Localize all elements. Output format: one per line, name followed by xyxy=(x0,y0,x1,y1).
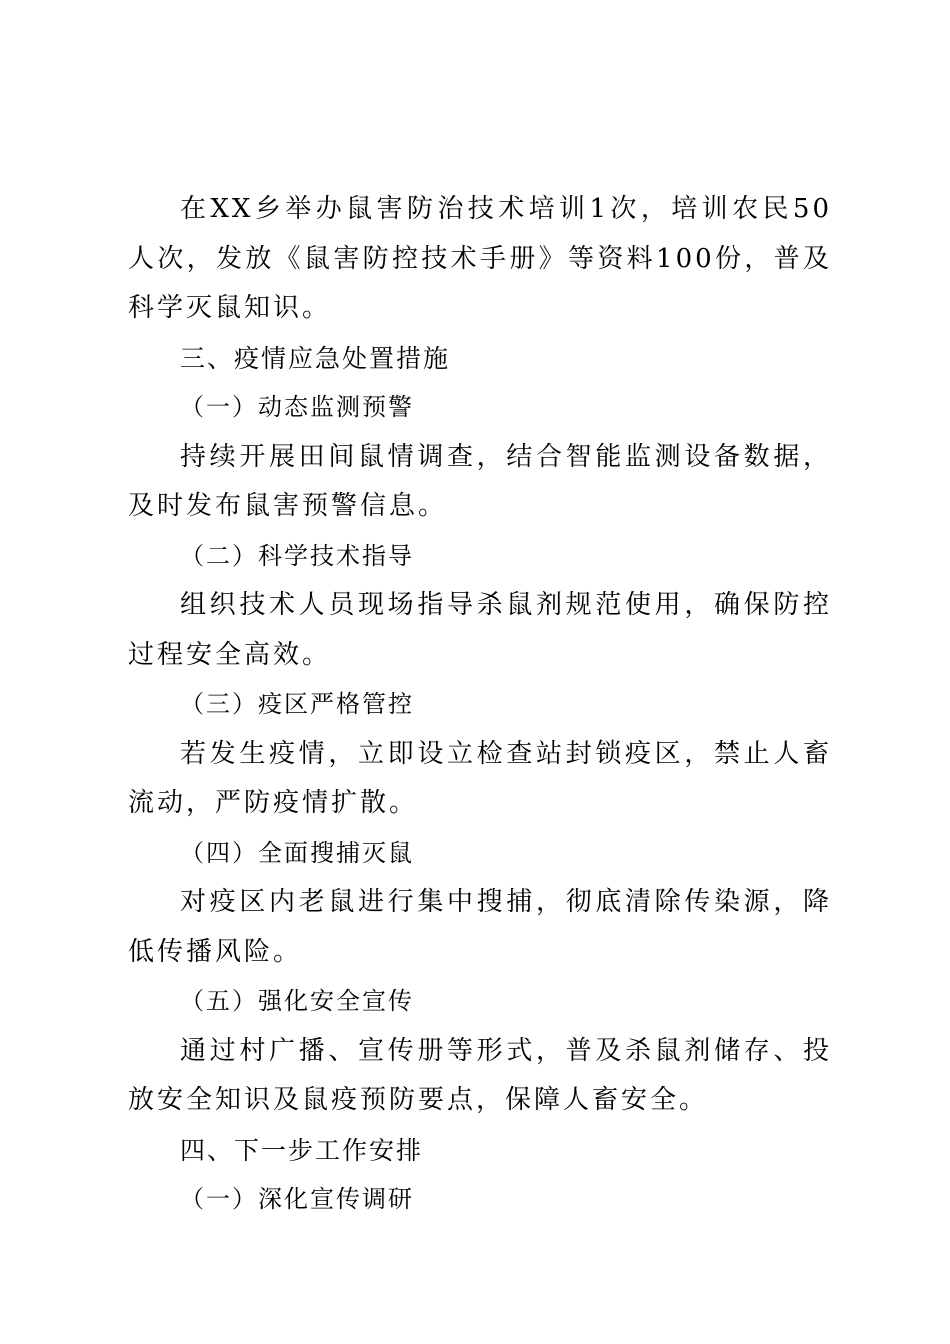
subsection-3-4-heading: （四）全面搜捕灭鼠 xyxy=(180,838,414,867)
subsection-4-1-heading: （一）深化宣传调研 xyxy=(180,1185,414,1213)
subsection-3-2-text: 组织技术人员现场指导杀鼠剂规范使用，确保防控过程安全高效。 xyxy=(128,590,832,670)
document-body xyxy=(128,185,832,1225)
section-4-heading: 四、下一步工作安排 xyxy=(180,1135,424,1165)
section-3-heading: 三、疫情应急处置措施 xyxy=(180,343,451,373)
subsection-3-5-text: 通过村广播、宣传册等形式，普及杀鼠剂储存、投放安全知识及鼠疫预防要点，保障人畜安全。 xyxy=(128,1035,832,1115)
subsection-3-2-heading: （二）科学技术指导 xyxy=(180,541,414,570)
subsection-3-3-text: 若发生疫情，立即设立检查站封锁疫区，禁止人畜流动，严防疫情扩散。 xyxy=(128,738,832,818)
subsection-3-1-heading: （一）动态监测预警 xyxy=(180,393,414,421)
intro-paragraph: 在XX乡举办鼠害防治技术培训1次，培训农民50人次，发放《鼠害防控技术手册》等资料100份，普及科学灭鼠知识。 xyxy=(128,194,832,323)
subsection-3-4-text: 对疫区内老鼠进行集中搜捕，彻底清除传染源，降低传播风险。 xyxy=(128,887,832,967)
subsection-3-1-text: 持续开展田间鼠情调查，结合智能监测设备数据，及时发布鼠害预警信息。 xyxy=(128,441,832,521)
subsection-3-5-heading: （五）强化安全宣传 xyxy=(180,987,414,1015)
subsection-3-3-heading: （三）疫区严格管控 xyxy=(180,690,414,718)
